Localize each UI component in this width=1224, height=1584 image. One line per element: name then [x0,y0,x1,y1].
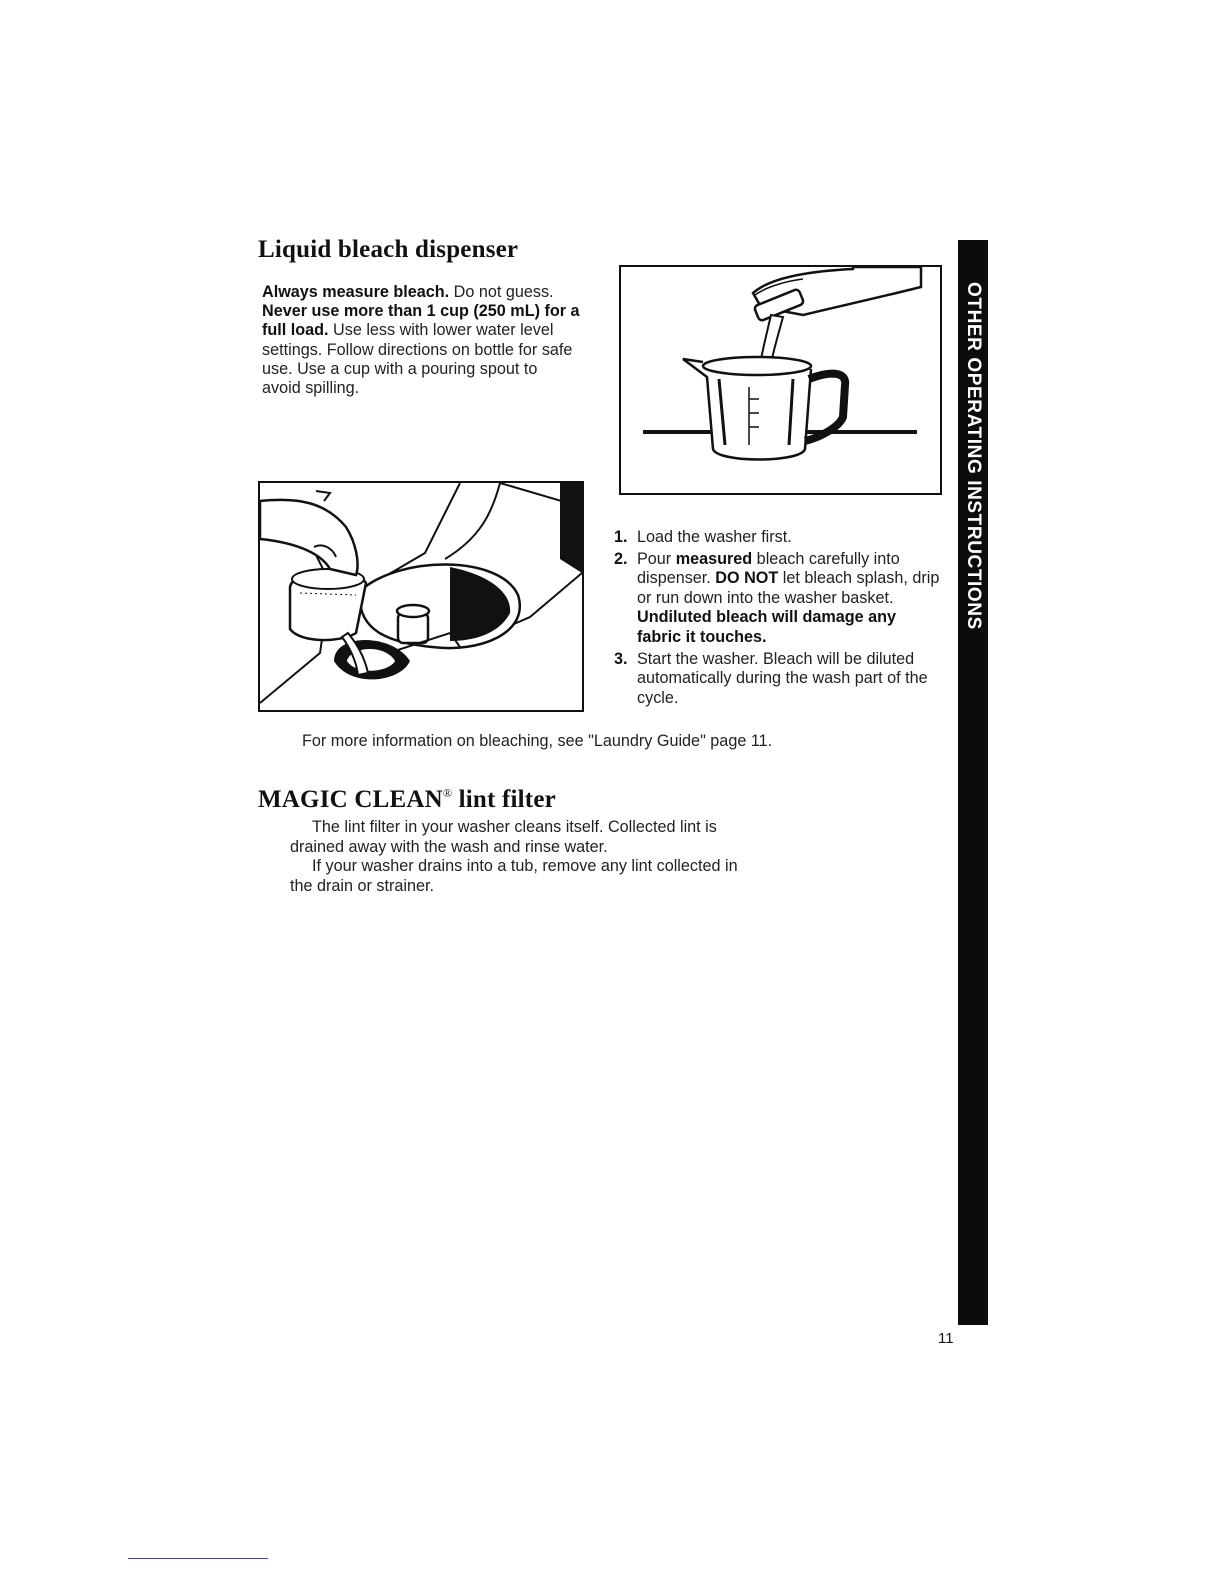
step-bold: Undiluted bleach will damage any fabric it touches. [637,608,897,646]
intro-bold-2: Never use more than 1 cup (250 mL) for a full load. [262,302,580,340]
lint-paragraph-2: If your washer drains into a tub, remove any lint collected in the drain or strainer. [290,857,738,895]
step-bold: measured [675,549,753,568]
step-number: 2. [614,549,628,568]
step-text: let bleach splash, drip or run down into the washer basket. [637,569,940,607]
step-number: 3. [614,649,628,668]
step-text: bleach carefully into dispenser. [637,549,900,588]
lint-filter-text [290,818,760,896]
lint-title-rest: lint filter [452,786,556,813]
step-3 [614,650,944,709]
bleach-steps [614,528,944,710]
intro-bold-1: Always measure bleach. [262,283,450,301]
registered-mark: ® [442,786,453,800]
step-2 [614,550,944,648]
intro-text-2: Use less with lower water level settings. Follow directions on bottle for safe use. Use a cup with a pouring spout to avoid spilling. [262,321,573,398]
more-info-note: For more information on bleaching, see "Laundry Guide" page 11. [302,732,773,750]
section-title-lint [258,786,556,814]
bleach-intro [262,283,580,398]
section-title-bleach: Liquid bleach dispenser [258,236,519,263]
step-bold: DO NOT [715,569,779,588]
pouring-bleach-into-dispenser-icon [260,483,582,710]
step-number: 1. [614,528,628,546]
side-tab [958,240,988,1325]
washer-dispenser-figure [258,481,584,712]
intro-text-1: Do not guess. [449,283,554,301]
measuring-cup-pouring-icon [621,267,940,493]
measuring-cup-figure [619,265,942,495]
step-1 [614,528,944,548]
lint-title-brand: MAGIC CLEAN [258,786,443,813]
step-text: Load the washer first. [637,528,792,546]
footer-rule [128,1558,268,1559]
lint-paragraph-1: The lint filter in your washer cleans itself. Collected lint is drained away with the wash and rinse water. [290,818,717,856]
side-tab-label: OTHER OPERATING INSTRUCTIONS [963,282,984,630]
step-text: Start the washer. Bleach will be diluted automatically during the wash part of the cycle. [637,649,928,707]
step-text: Pour [637,549,676,568]
page-number: 11 [938,1330,954,1347]
